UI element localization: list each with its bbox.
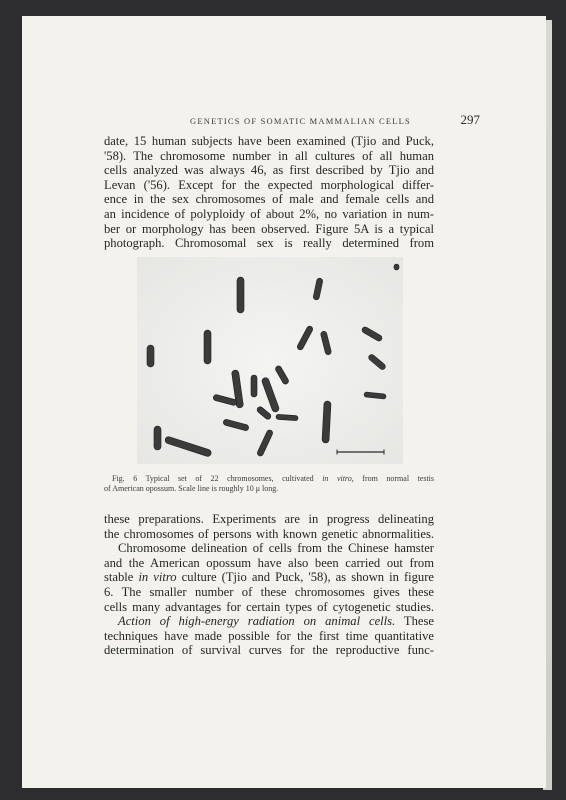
text-line: ber or morphology has been observed. Figure 5A is a typical bbox=[104, 221, 434, 236]
text-line: these preparations. Experiments are in progress delineating bbox=[104, 512, 434, 526]
paragraph-1 bbox=[104, 134, 434, 251]
text-line: photograph. Chromosomal sex is really determined from bbox=[104, 236, 434, 251]
micrograph-image bbox=[137, 257, 403, 464]
caption-label: Fig. 6 bbox=[112, 474, 138, 483]
text-line: cells analyzed was always 46, as first described by Tjio and bbox=[104, 163, 434, 178]
figure-caption bbox=[104, 474, 434, 494]
text-line: ence in the sex chromosomes of male and female cells and bbox=[104, 192, 434, 207]
chromosome bbox=[237, 277, 244, 313]
text-line: Levan ('56). Except for the expected morphological differ- bbox=[104, 177, 434, 192]
book-page bbox=[22, 16, 546, 788]
text-line: an incidence of polyploidy of about 2%, no variation in num- bbox=[104, 206, 434, 221]
section-heading-line: Action of high-energy radiation on animal cells. These bbox=[118, 614, 434, 629]
chromosome bbox=[147, 345, 154, 367]
chromosome bbox=[394, 264, 399, 270]
paragraph-2 bbox=[104, 512, 434, 658]
chromosome-micrograph bbox=[137, 257, 403, 464]
page-header bbox=[168, 112, 480, 130]
text-line: the chromosomes of persons with known genetic abnormalities. bbox=[104, 526, 434, 541]
text-line: Chromosome delineation of cells from the Chinese hamster bbox=[118, 541, 434, 556]
chromosome bbox=[204, 330, 211, 364]
text-line: determination of survival curves for the reproductive func- bbox=[104, 643, 434, 658]
text-line: cells many advantages for certain types of cytogenetic studies. bbox=[104, 599, 434, 614]
caption-line: Fig. 6 Typical set of 22 chromosomes, cultivated in vitro, from normal testis bbox=[112, 474, 435, 483]
text-line: '58). The chromosome number in all cultures of all human bbox=[104, 148, 434, 163]
text-line: stable in vitro culture (Tjio and Puck, '58), as shown in figure bbox=[104, 570, 435, 585]
text-line: techniques have made possible for the first time quantitative bbox=[104, 628, 434, 643]
chromosome bbox=[251, 375, 257, 397]
page-number: 297 bbox=[460, 112, 480, 127]
section-heading: Action of high-energy radiation on animal cells. bbox=[118, 614, 396, 629]
chromosome bbox=[154, 426, 161, 450]
text-line: and the American opossum have also been carried out from bbox=[104, 555, 434, 570]
caption-line: of American opossum. Scale line is roughly 10 μ long. bbox=[104, 484, 279, 493]
text-line: 6. The smaller number of these chromosomes gives these bbox=[104, 584, 434, 599]
text-line: date, 15 human subjects have been examined (Tjio and Puck, bbox=[104, 134, 434, 148]
running-head: GENETICS OF SOMATIC MAMMALIAN CELLS bbox=[190, 116, 411, 126]
